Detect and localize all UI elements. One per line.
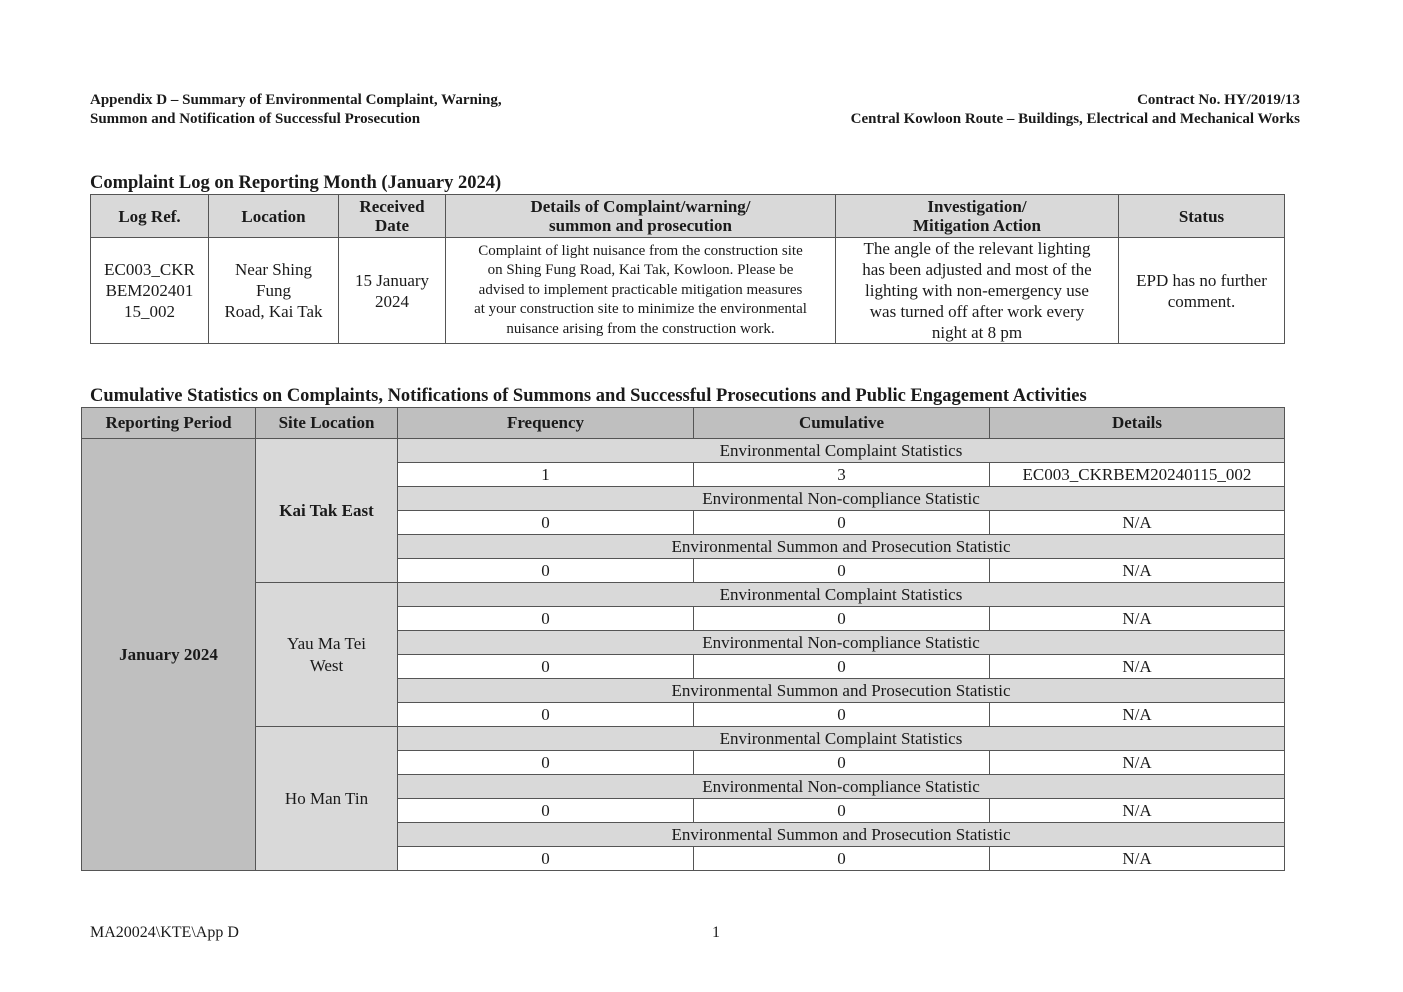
- cumulative-value: 0: [694, 607, 990, 631]
- details-cell: Complaint of light nuisance from the construction site on Shing Fung Road, Kai Tak, Kowloon. Please be advised to implement practicable mitigation measures at your construction site to minimize the environmental nuisance arising from the construction work.: [446, 238, 836, 344]
- details-value: N/A: [990, 847, 1285, 871]
- contract-number: Contract No. HY/2019/13: [1137, 92, 1300, 108]
- details-value: EC003_CKRBEM20240115_002: [990, 463, 1285, 487]
- header-title-line1: Appendix D – Summary of Environmental Complaint, Warning,: [90, 92, 502, 108]
- complaint-log-title: Complaint Log on Reporting Month (January 2024): [90, 173, 502, 193]
- statistic-category-label: Environmental Non-compliance Statistic: [398, 631, 1285, 655]
- cumulative-value: 0: [694, 559, 990, 583]
- column-header-location: Location: [209, 195, 339, 238]
- column-header-frequency: Frequency: [398, 408, 694, 439]
- frequency-value: 0: [398, 751, 694, 775]
- cumulative-value: 0: [694, 799, 990, 823]
- frequency-value: 0: [398, 607, 694, 631]
- location-cell: Near Shing Fung Road, Kai Tak: [209, 238, 339, 344]
- cumulative-value: 0: [694, 703, 990, 727]
- page-number: 1: [712, 924, 720, 941]
- statistic-category-label: Environmental Non-compliance Statistic: [398, 775, 1285, 799]
- column-header-site-location: Site Location: [256, 408, 398, 439]
- reporting-period-cell: January 2024: [82, 439, 256, 871]
- details-value: N/A: [990, 655, 1285, 679]
- column-header-reporting-period: Reporting Period: [82, 408, 256, 439]
- mitigation-action-cell: The angle of the relevant lighting has been adjusted and most of the lighting with non-emergency use was turned off after work every night at 8 pm: [836, 238, 1119, 344]
- frequency-value: 0: [398, 559, 694, 583]
- complaint-row: [91, 238, 1285, 344]
- received-date-cell: 15 January 2024: [339, 238, 446, 344]
- statistic-category-label: Environmental Summon and Prosecution Statistic: [398, 823, 1285, 847]
- column-header-details: Details of Complaint/warning/ summon and prosecution: [446, 195, 836, 238]
- project-name: Central Kowloon Route – Buildings, Electrical and Mechanical Works: [850, 111, 1300, 127]
- cumulative-value: 0: [694, 655, 990, 679]
- details-value: N/A: [990, 559, 1285, 583]
- complaint-log-table: [90, 194, 1285, 344]
- cumulative-value: 0: [694, 751, 990, 775]
- site-location-cell: Yau Ma Tei West: [256, 583, 398, 727]
- footer-document-reference: MA20024\KTE\App D: [90, 924, 239, 941]
- site-location-cell: Kai Tak East: [256, 439, 398, 583]
- frequency-value: 0: [398, 847, 694, 871]
- frequency-value: 0: [398, 655, 694, 679]
- frequency-value: 1: [398, 463, 694, 487]
- document-header-left: [90, 91, 502, 129]
- frequency-value: 0: [398, 703, 694, 727]
- log-ref-cell: EC003_CKR BEM202401 15_002: [91, 238, 209, 344]
- complaint-log-header-row: [91, 195, 1285, 238]
- details-value: N/A: [990, 703, 1285, 727]
- column-header-details: Details: [990, 408, 1285, 439]
- details-value: N/A: [990, 511, 1285, 535]
- cumulative-header-row: [82, 408, 1285, 439]
- cumulative-value: 0: [694, 847, 990, 871]
- statistic-category-label: Environmental Summon and Prosecution Statistic: [398, 535, 1285, 559]
- details-value: N/A: [990, 751, 1285, 775]
- statistic-category-row: [82, 583, 1285, 607]
- site-location-cell: Ho Man Tin: [256, 727, 398, 871]
- cumulative-statistics-title: Cumulative Statistics on Complaints, Notifications of Summons and Successful Prosecutions and Public Engagement Activities: [90, 386, 1087, 406]
- header-title-line2: Summon and Notification of Successful Prosecution: [90, 111, 421, 127]
- column-header-status: Status: [1119, 195, 1285, 238]
- cumulative-value: 3: [694, 463, 990, 487]
- statistic-category-row: [82, 439, 1285, 463]
- statistic-category-label: Environmental Non-compliance Statistic: [398, 487, 1285, 511]
- statistic-category-row: [82, 727, 1285, 751]
- document-header-right: [851, 91, 1300, 129]
- column-header-received-date: Received Date: [339, 195, 446, 238]
- details-value: N/A: [990, 799, 1285, 823]
- frequency-value: 0: [398, 799, 694, 823]
- statistic-category-label: Environmental Summon and Prosecution Statistic: [398, 679, 1285, 703]
- column-header-investigation-action: Investigation/ Mitigation Action: [836, 195, 1119, 238]
- statistic-category-label: Environmental Complaint Statistics: [398, 439, 1285, 463]
- statistic-category-label: Environmental Complaint Statistics: [398, 727, 1285, 751]
- frequency-value: 0: [398, 511, 694, 535]
- cumulative-value: 0: [694, 511, 990, 535]
- status-cell: EPD has no further comment.: [1119, 238, 1285, 344]
- column-header-cumulative: Cumulative: [694, 408, 990, 439]
- column-header-log-ref: Log Ref.: [91, 195, 209, 238]
- statistic-category-label: Environmental Complaint Statistics: [398, 583, 1285, 607]
- cumulative-statistics-table: [81, 407, 1285, 871]
- details-value: N/A: [990, 607, 1285, 631]
